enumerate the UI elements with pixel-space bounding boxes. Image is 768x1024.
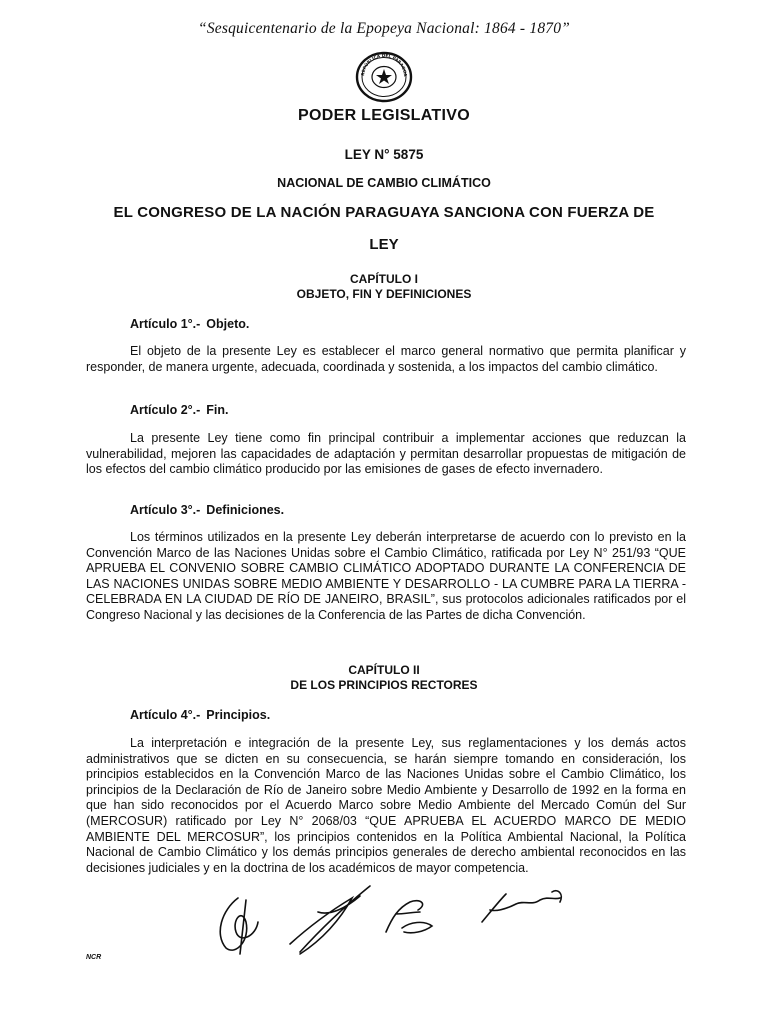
chapter-2-title: DE LOS PRINCIPIOS RECTORES <box>290 678 478 692</box>
signature-1 <box>220 898 258 954</box>
article-2-title: Fin. <box>206 403 229 417</box>
article-4-label: Artículo 4°.- <box>130 708 201 722</box>
signature-4 <box>482 891 561 922</box>
commemorative-motto: “Sesquicentenario de la Epopeya Nacional: 1864 - 1870” <box>198 20 570 37</box>
national-seal-icon <box>352 50 416 104</box>
article-3-title: Definiciones. <box>206 503 285 517</box>
article-3-label: Artículo 3°.- <box>130 503 201 517</box>
article-4-title: Principios. <box>206 708 271 722</box>
article-3-text: Los términos utilizados en la presente Ley deberán interpretarse de acuerdo con lo previsto en la Convención Marco de las Naciones Unidas sobre el Cambio Climático, ratificada por Ley N° 251/93 “QUE APRUEBA EL CONVENIO SOBRE CAMBIO CLIMÁTICO ADOPTADO DURANTE LA CONFERENCIA DE LAS NACIONES UNIDAS SOBRE MEDIO AMBIENTE Y DESARROLLO - LA CUMBRE PARA LA TIERRA - CELEBRADA EN LA CIUDAD DE RÍO DE JANEIRO, BRASIL”, sus protocolos adicionales ratificados por el Congreso Nacional y las decisiones de la Conferencia de las Partes de dicha Convención. <box>86 530 686 622</box>
chapter-1-number: CAPÍTULO I <box>350 272 418 286</box>
chapter-1-title: OBJETO, FIN Y DEFINICIONES <box>296 287 472 301</box>
chapter-2-heading <box>0 663 768 693</box>
seal-text: REPÚBLICA DEL PARAGUA <box>360 52 409 77</box>
chapter-1-heading <box>0 272 768 302</box>
article-1-title: Objeto. <box>206 317 250 331</box>
article-2-label: Artículo 2°.- <box>130 403 201 417</box>
law-name: NACIONAL DE CAMBIO CLIMÁTICO <box>277 176 491 190</box>
article-4-text: La interpretación e integración de la presente Ley, sus reglamentaciones y los demás actos administrativos que se dicten en su consecuencia, se harán siempre tomando en consideración, los principios establecidos en la Convención Marco de las Naciones Unidas sobre el Cambio Climático, los principios de la Declaración de Río de Janeiro sobre Medio Ambiente y Desarrollo de 1992 en la forma en que han sido reconocidos por el Acuerdo Marco sobre Medio Ambiente del Mercado Común del Sur (MERCOSUR) ratificado por Ley N° 2068/03 “QUE APRUEBA EL ACUERDO MARCO DE MEDIO AMBIENTE DEL MERCOSUR”, los principios contenidos en la Política Ambiental Nacional, la Política Nacional de Cambio Climático y los demás principios generales de derecho ambiental reconocidos en las decisiones judiciales y en la doctrina de los académicos de mayor competencia. <box>86 736 686 875</box>
article-2-heading <box>130 403 229 417</box>
enactment-formula-line1: EL CONGRESO DE LA NACIÓN PARAGUAYA SANCIONA CON FUERZA DE <box>113 204 655 221</box>
authority-heading: PODER LEGISLATIVO <box>298 107 470 124</box>
article-1-text: El objeto de la presente Ley es establecer el marco general normativo que permita planificar y responder, de manera urgente, adecuada, coordinada y sostenida, a los impactos del cambio climático. <box>86 344 686 374</box>
signatures <box>0 870 768 970</box>
article-3-heading <box>130 503 284 517</box>
article-4-heading <box>130 708 270 722</box>
law-number: LEY N° 5875 <box>344 147 424 162</box>
signature-2 <box>290 886 370 954</box>
chapter-2-number: CAPÍTULO II <box>348 663 420 677</box>
enactment-formula-line2: LEY <box>369 236 399 253</box>
article-1-heading <box>130 317 249 331</box>
signature-3 <box>386 901 432 933</box>
article-2-text: La presente Ley tiene como fin principal contribuir a implementar acciones que reduzcan la vulnerabilidad, mejoren las capacidades de adaptación y permitan desarrollar propuestas de mitigación de los efectos del cambio climático producido por las emisiones de gases de efecto invernadero. <box>86 431 686 477</box>
typist-initials: NCR <box>86 954 102 961</box>
article-1-label: Artículo 1°.- <box>130 317 201 331</box>
